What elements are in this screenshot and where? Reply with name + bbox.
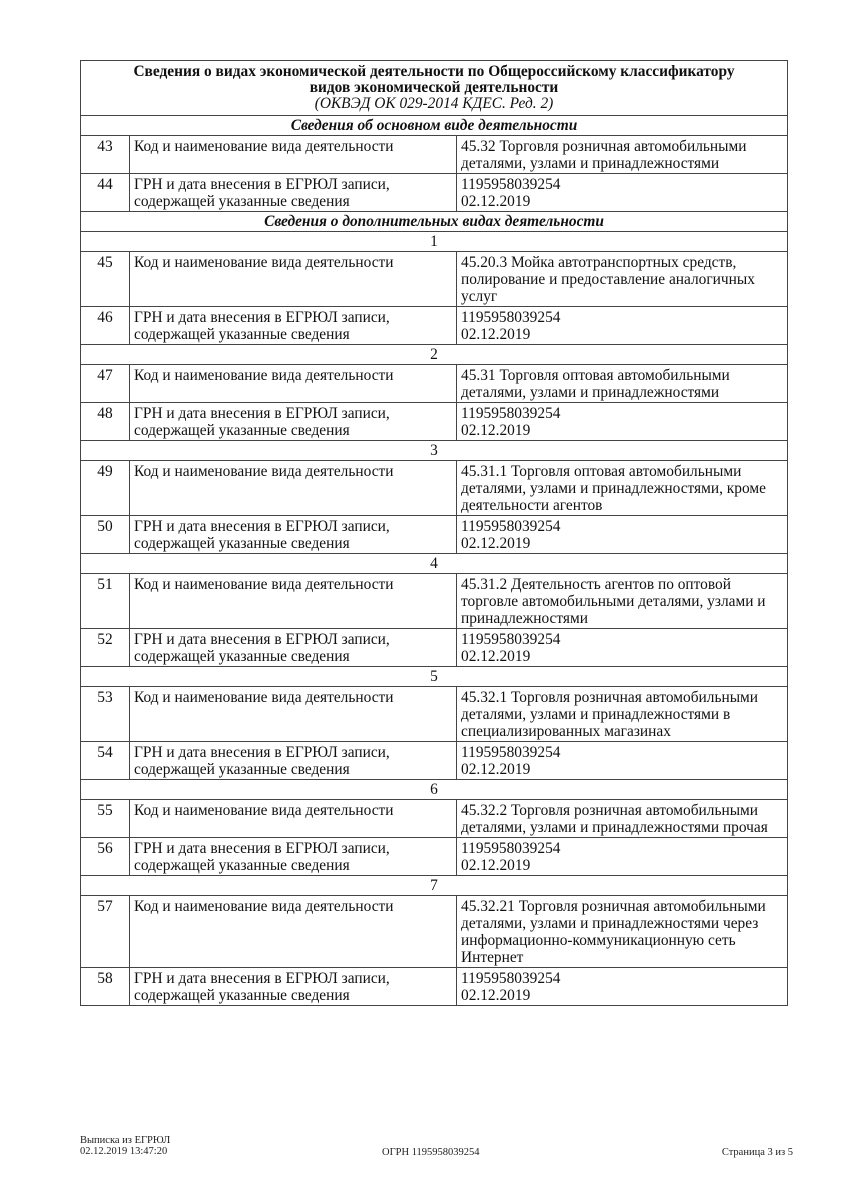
row-label: Код и наименование вида деятельности — [130, 574, 457, 629]
okved-table — [80, 60, 788, 1006]
row-label: Код и наименование вида деятельности — [130, 687, 457, 742]
row-value — [457, 742, 788, 780]
grn-value: 1195958039254 — [461, 405, 561, 422]
row-label: ГРН и дата внесения в ЕГРЮЛ записи, содержащей указанные сведения — [130, 838, 457, 876]
group-index: 1 — [81, 232, 788, 252]
row-number: 49 — [81, 461, 130, 516]
header-title-line2: видов экономической деятельности — [309, 79, 559, 96]
row-value: 45.32.1 Торговля розничная автомобильными деталями, узлами и принадлежностями в специализированных магазинах — [457, 687, 788, 742]
header-subtitle: (ОКВЭД ОК 029-2014 КДЕС. Ред. 2) — [314, 95, 554, 112]
date-value: 02.12.2019 — [461, 761, 531, 778]
date-value: 02.12.2019 — [461, 987, 531, 1004]
row-number: 52 — [81, 629, 130, 667]
group-index-row — [81, 345, 788, 365]
table-row — [81, 307, 788, 345]
row-label: Код и наименование вида деятельности — [130, 365, 457, 403]
row-label: ГРН и дата внесения в ЕГРЮЛ записи, содержащей указанные сведения — [130, 174, 457, 212]
row-number: 56 — [81, 838, 130, 876]
row-number: 54 — [81, 742, 130, 780]
table-row — [81, 896, 788, 968]
table-row — [81, 742, 788, 780]
row-number: 44 — [81, 174, 130, 212]
row-label: ГРН и дата внесения в ЕГРЮЛ записи, содержащей указанные сведения — [130, 742, 457, 780]
row-value — [457, 629, 788, 667]
table-row — [81, 629, 788, 667]
row-label: Код и наименование вида деятельности — [130, 252, 457, 307]
table-row — [81, 403, 788, 441]
grn-value: 1195958039254 — [461, 840, 561, 857]
row-value: 45.32.21 Торговля розничная автомобильными деталями, узлами и принадлежностями через информационно-коммуникационную сеть Интернет — [457, 896, 788, 968]
row-label: Код и наименование вида деятельности — [130, 136, 457, 174]
table-header — [81, 61, 788, 116]
group-index-row — [81, 780, 788, 800]
row-number: 47 — [81, 365, 130, 403]
date-value: 02.12.2019 — [461, 648, 531, 665]
date-value: 02.12.2019 — [461, 857, 531, 874]
section-row — [81, 212, 788, 232]
footer-page-number: Страница 3 из 5 — [721, 1147, 793, 1158]
row-value: 45.32 Торговля розничная автомобильными деталями, узлами и принадлежностями — [457, 136, 788, 174]
row-value — [457, 838, 788, 876]
table-row — [81, 136, 788, 174]
row-label: Код и наименование вида деятельности — [130, 800, 457, 838]
footer-doc-name: Выписка из ЕГРЮЛ — [80, 1135, 171, 1146]
row-value: 45.32.2 Торговля розничная автомобильными деталями, узлами и принадлежностями прочая — [457, 800, 788, 838]
row-label: ГРН и дата внесения в ЕГРЮЛ записи, содержащей указанные сведения — [130, 629, 457, 667]
row-value — [457, 403, 788, 441]
row-number: 45 — [81, 252, 130, 307]
table-row — [81, 252, 788, 307]
footer-timestamp: 02.12.2019 13:47:20 — [80, 1146, 168, 1157]
row-value: 45.20.3 Мойка автотранспортных средств, полирование и предоставление аналогичных услуг — [457, 252, 788, 307]
table-row — [81, 574, 788, 629]
additional-groups — [81, 232, 788, 1006]
additional-section-title: Сведения о дополнительных видах деятельности — [81, 212, 788, 232]
group-index-row — [81, 667, 788, 687]
date-value: 02.12.2019 — [461, 326, 531, 343]
group-index: 7 — [81, 876, 788, 896]
row-number: 43 — [81, 136, 130, 174]
row-label: ГРН и дата внесения в ЕГРЮЛ записи, содержащей указанные сведения — [130, 307, 457, 345]
row-number: 50 — [81, 516, 130, 554]
date-value: 02.12.2019 — [461, 422, 531, 439]
row-number: 51 — [81, 574, 130, 629]
header-title-line1: Сведения о видах экономической деятельности по Общероссийскому классификатору — [133, 63, 735, 80]
table-row — [81, 800, 788, 838]
grn-value: 1195958039254 — [461, 309, 561, 326]
table-row — [81, 365, 788, 403]
group-index-row — [81, 441, 788, 461]
row-label: Код и наименование вида деятельности — [130, 896, 457, 968]
date-value: 02.12.2019 — [461, 535, 531, 552]
group-index: 2 — [81, 345, 788, 365]
row-number: 46 — [81, 307, 130, 345]
section-row — [81, 116, 788, 136]
group-index: 6 — [81, 780, 788, 800]
group-index-row — [81, 876, 788, 896]
group-index: 5 — [81, 667, 788, 687]
row-number: 58 — [81, 968, 130, 1006]
row-label: ГРН и дата внесения в ЕГРЮЛ записи, содержащей указанные сведения — [130, 516, 457, 554]
group-index: 3 — [81, 441, 788, 461]
main-section-title: Сведения об основном виде деятельности — [81, 116, 788, 136]
grn-value: 1195958039254 — [461, 744, 561, 761]
row-value — [457, 968, 788, 1006]
row-label: Код и наименование вида деятельности — [130, 461, 457, 516]
grn-value: 1195958039254 — [461, 176, 561, 193]
row-number: 57 — [81, 896, 130, 968]
table-row — [81, 838, 788, 876]
row-value — [457, 174, 788, 212]
table-row — [81, 516, 788, 554]
row-value: 45.31.2 Деятельность агентов по оптовой торговле автомобильными деталями, узлами и принадлежностями — [457, 574, 788, 629]
date-value: 02.12.2019 — [461, 193, 531, 210]
table-row — [81, 174, 788, 212]
grn-value: 1195958039254 — [461, 970, 561, 987]
row-value: 45.31.1 Торговля оптовая автомобильными деталями, узлами и принадлежностями, кроме деятельности агентов — [457, 461, 788, 516]
row-value — [457, 307, 788, 345]
row-label: ГРН и дата внесения в ЕГРЮЛ записи, содержащей указанные сведения — [130, 403, 457, 441]
group-index-row — [81, 554, 788, 574]
grn-value: 1195958039254 — [461, 518, 561, 535]
table-row — [81, 968, 788, 1006]
row-number: 48 — [81, 403, 130, 441]
row-label: ГРН и дата внесения в ЕГРЮЛ записи, содержащей указанные сведения — [130, 968, 457, 1006]
row-number: 55 — [81, 800, 130, 838]
table-row — [81, 687, 788, 742]
table-header-row — [81, 61, 788, 116]
footer-doc-info — [80, 1135, 170, 1157]
group-index-row — [81, 232, 788, 252]
grn-value: 1195958039254 — [461, 631, 561, 648]
group-index: 4 — [81, 554, 788, 574]
row-value — [457, 516, 788, 554]
row-number: 53 — [81, 687, 130, 742]
table-row — [81, 461, 788, 516]
row-value: 45.31 Торговля оптовая автомобильными деталями, узлами и принадлежностями — [457, 365, 788, 403]
footer-ogrn: ОГРН 1195958039254 — [382, 1147, 480, 1158]
